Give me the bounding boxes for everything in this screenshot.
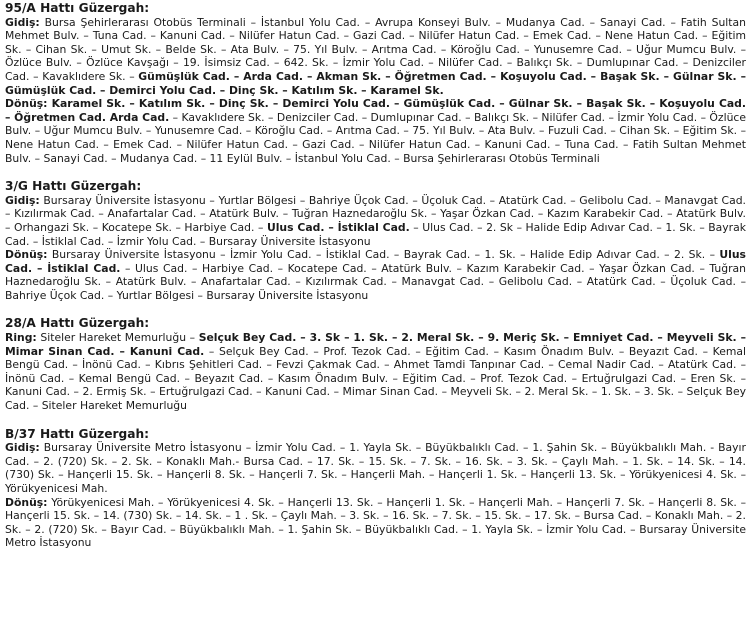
route-text: Bursaray Üniversite Metro İstasyonu – İzmir Yolu Cad. – 1. Yayla Sk. – Büyükbalıklı Cad. – 1. Şahin Sk. – Büyükbalıklı Mah. - Bayır Cad. – 2. (720) Sk. – 2. Sk. – Konaklı Mah.- Bursa Cad. – 17. Sk. – 15. Sk. – 7. Sk. – 16. Sk. – 3. Sk. – Çaylı Mah. – 1. Sk. – 14. Sk. – 14. (730) Sk. – Hançerli 15. Sk. – Hançerli 8. Sk. – Hançerli 7. Sk. – Hançerli Mah. – Hançerli 1. Sk. – Hançerli 13. Sk. – Yörükyenicesi 4. Sk. – Yörükyenicesi Mah. <box>5 441 746 495</box>
route-donus <box>5 97 746 165</box>
route-title: B/37 Hattı Güzergah: <box>5 426 149 441</box>
route-text-bold: Ulus Cad. – İstiklal Cad. <box>266 220 410 234</box>
direction-label: Ring: <box>5 331 37 345</box>
route-gidis <box>5 194 746 248</box>
route-text-bold: Selçuk Bey Cad. – 3. Sk – 1. Sk. – 2. Meral Sk. – 9. Meriç Sk. – Emniyet Cad. – Meyveli Sk. – Mimar Sinan Cad. – Kanuni Cad. <box>5 331 746 358</box>
route-3g <box>5 180 746 302</box>
route-text: – Ulus Cad. – Harbiye Cad. – Kocatepe Cad. – Atatürk Bulv. – Kazım Karabekir Cad. – Yaşar Özkan Cad. – Tuğran Haznedaroğlu Sk. – Atatürk Bulv. – Anafartalar Cad. – Kızılırmak Cad. – Manavgat Cad. – Gelibolu Cad. – Atatürk Cad. – Üçoluk Cad. – Bahriye Üçok Cad. – Yurtlar Bölgesi – Bursaray Üniversite İstasyonu <box>5 261 746 302</box>
route-text: – Selçuk Bey Cad. – Prof. Tezok Cad. – Eğitim Cad. – Kasım Önadım Bulv. – Beyazıt Cad. – Kemal Bengü Cad. – İnönü Cad. – Kıbrıs Şehitleri Cad. – Fevzi Çakmak Cad. – Ahmet Tamdi Tanpınar Cad. – Cemal Nadir Cad. – Atatürk Cad. – İnönü Cad. – Kemal Bengü Cad. – Beyazıt Cad. – Kasım Önadım Bulv. – Eğitim Cad. – Prof. Tezok Cad. – Ertuğrulgazi Cad. – Eren Sk. – Kanuni Cad. – 2. Ermiş Sk. – Ertuğrulgazi Cad. – Kanuni Cad. – Mimar Sinan Cad. – Meyveli Sk. – 2. Meral Sk. – 1. Sk. – 3. Sk. – Selçuk Bey Cad. – Siteler Hareket Memurluğu <box>5 344 746 413</box>
route-gidis <box>5 441 746 495</box>
route-text: – Kavaklıdere Sk. – Denizciler Cad. – Dumlupınar Cad. – Balıkçı Sk. – Nilüfer Cad. – İzmir Yolu Cad. – Özlüce Bulv. – Uğur Mumcu Bulv. – Yunusemre Cad. – Köroğlu Cad. – Arıtma Cad. – 75. Yıl Bulv. – Ata Bulv. – Fuzuli Cad. – Cihan Sk. – Eğitim Sk. – Nene Hatun Cad. – Emek Cad. – Nilüfer Hatun Cad. – Gazi Cad. – Nilüfer Hatun Cad. – Kanuni Cad. – Tuna Cad. – Fatih Sultan Mehmet Bulv. – Sanayi Cad. – Mudanya Cad. – 11 Eylül Bulv. – İstanbul Yolu Cad. – Bursa Şehirlerarası Otobüs Terminali <box>5 110 747 165</box>
route-95a <box>5 2 746 165</box>
route-text: Bursa Şehirlerarası Otobüs Terminali – İstanbul Yolu Cad. – Avrupa Konseyi Bulv. – Mudanya Cad. – Sanayi Cad. – Fatih Sultan Mehmet Bulv. – Tuna Cad. – Kanuni Cad. – Nilüfer Hatun Cad. – Gazi Cad. – Nilüfer Hatun Cad. – Emek Cad. – Nene Hatun Cad. – Eğitim Sk. – Cihan Sk. – Umut Sk. – Belde Sk. – Ata Bulv. – 75. Yıl Bulv. – Arıtma Cad. – Köroğlu Cad. – Yunusemre Cad. – Uğur Mumcu Bulv. – Özlüce Bulv. – Özlüce Kavşağı – 19. İsimsiz Cad. – 642. Sk. – İzmir Yolu Cad. – Nilüfer Cad. – Balıkçı Sk. – Dumlupınar Cad. – Denizciler Cad. – Kavaklıdere Sk. – <box>5 15 746 83</box>
route-donus <box>5 248 746 302</box>
route-text: Yörükyenicesi Mah. – Yörükyenicesi 4. Sk. – Hançerli 13. Sk. – Hançerli 1. Sk. – Hançerli Mah. – Hançerli 7. Sk. – Hançerli 8. Sk. – Hançerli 15. Sk. – 14. (730) Sk. – 14. Sk. – 1 . Sk. – Çaylı Mah. – 3. Sk. – 16. Sk. – 7. Sk. – 15. Sk. – 17. Sk. – Bursa Cad. – Konaklı Mah. – 2. Sk. – 2. (720) Sk. – Bayır Cad. – Büyükbalıklı Mah. – 1. Şahin Sk. – Büyükbalıklı Cad. – 1. Yayla Sk. – İzmir Yolu Cad. – Bursaray Üniversite Metro İstasyonu <box>5 495 746 550</box>
route-text-bold: Ulus Cad. – İstiklal Cad. <box>5 248 746 275</box>
direction-label: Dönüş: <box>5 495 48 509</box>
route-text-bold: Gümüşlük Cad. – Arda Cad. – Akman Sk. – Öğretmen Cad. – Koşuyolu Cad. – Başak Sk. – Gülnar Sk. – Gümüşlük Cad. – Demirci Yolu Cad. – Dinç Sk. – Katılım Sk. – Karamel Sk. <box>5 69 746 97</box>
route-28a <box>5 317 746 412</box>
direction-label: Dönüş: <box>5 248 48 262</box>
route-title: 3/G Hattı Güzergah: <box>5 179 142 194</box>
route-title: 28/A Hattı Güzergah: <box>5 316 150 331</box>
route-text: – Ulus Cad. – 2. Sk – Halide Edip Adıvar Cad. – 1. Sk. – Bayrak Cad. – İstiklal Cad. – İzmir Yolu Cad. – Bursaray Üniversite İstasyonu <box>5 220 746 248</box>
route-text: Bursaray Üniversite İstasyonu – İzmir Yolu Cad. – İstiklal Cad. – Bayrak Cad. – 1. Sk. – Halide Edip Adıvar Cad. – 2. Sk. – <box>47 248 720 262</box>
route-ring <box>5 331 746 413</box>
direction-label: Gidiş: <box>5 15 40 29</box>
direction-label: Dönüş: <box>5 97 48 111</box>
route-text: Siteler Hareket Memurluğu – <box>36 331 199 345</box>
route-b37 <box>5 428 746 550</box>
direction-label: Gidiş: <box>5 193 40 207</box>
route-donus <box>5 496 746 550</box>
route-title: 95/A Hattı Güzergah: <box>5 1 150 15</box>
route-text: Bursaray Üniversite İstasyonu – Yurtlar Bölgesi – Bahriye Üçok Cad. – Üçoluk Cad. – Atatürk Cad. – Gelibolu Cad. – Manavgat Cad. – Kızılırmak Cad. – Anafartalar Cad. – Atatürk Bulv. – Tuğran Haznedaroğlu Sk. – Yaşar Özkan Cad. – Kazım Karabekir Cad. – Atatürk Bulv. – Orhangazi Sk. – Kocatepe Sk. – Harbiye Cad. – <box>5 193 746 234</box>
route-text-bold: Karamel Sk. – Katılım Sk. – Dinç Sk. – Demirci Yolu Cad. – Gümüşlük Cad. – Gülnar Sk. – Başak Sk. – Koşuyolu Cad. – Öğretmen Cad. Arda Cad. <box>5 97 746 124</box>
route-gidis <box>5 16 746 98</box>
direction-label: Gidiş: <box>5 441 40 455</box>
